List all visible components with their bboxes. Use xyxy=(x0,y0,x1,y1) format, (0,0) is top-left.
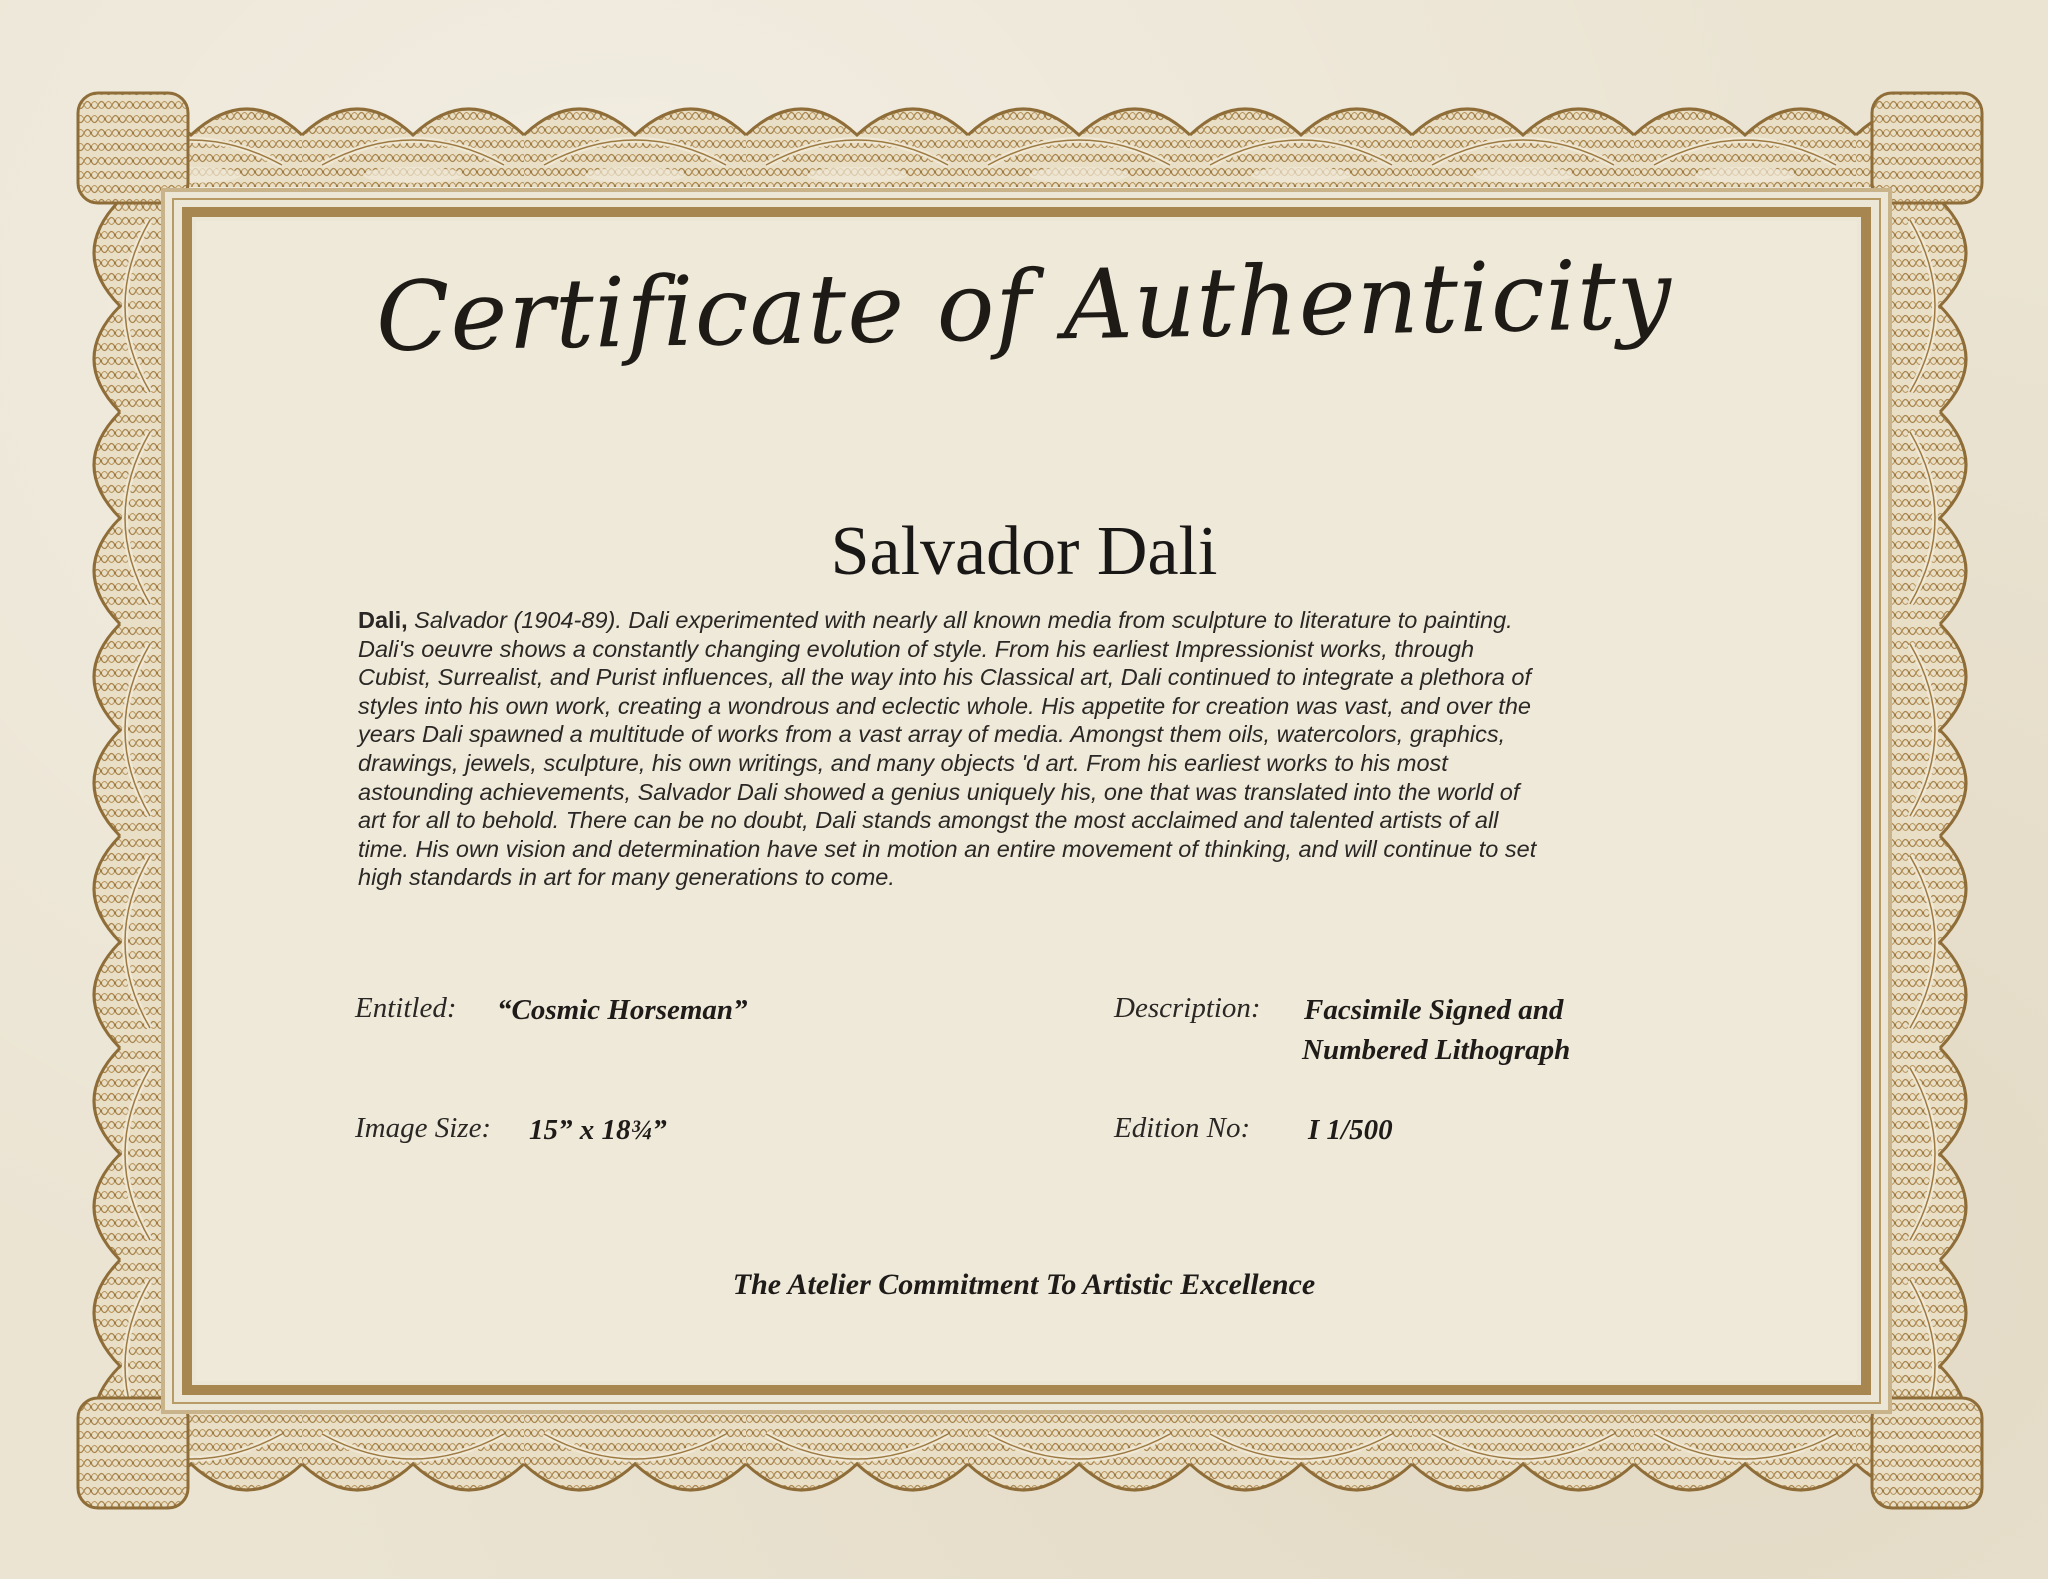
artist-name: Salvador Dali xyxy=(830,513,1218,590)
description-value-line1: Facsimile Signed and xyxy=(1304,994,1564,1026)
artist-biography xyxy=(358,606,1688,892)
bio-line: astounding achievements, Salvador Dali showed a genius uniquely his, one that was translated into the world of xyxy=(358,778,1520,805)
bio-line xyxy=(358,606,1688,635)
atelier-commitment-footer: The Atelier Commitment To Artistic Excellence xyxy=(732,1268,1316,1301)
entitled-label: Entitled: xyxy=(355,992,457,1024)
bio-line: years Dali spawned a multitude of works from a vast array of media. Amongst them oils, watercolors, graphics, xyxy=(358,721,1506,748)
bio-line: Dali's oeuvre shows a constantly changing evolution of style. From his earliest Impressionist works, through xyxy=(358,635,1475,662)
image-size-label: Image Size: xyxy=(355,1112,492,1144)
certificate-title: Certificate of Authenticity xyxy=(375,238,1673,374)
image-size-value: 15” x 18¾” xyxy=(529,1114,667,1146)
bio-line-text: Salvador (1904-89). Dali experimented with nearly all known media from sculpture to literature to painting. xyxy=(407,607,1513,633)
description-value-line2: Numbered Lithograph xyxy=(1302,1034,1571,1066)
bio-line: Cubist, Surrealist, and Purist influences, all the way into his Classical art, Dali continued to integrate a plethora of xyxy=(358,664,1531,691)
bio-lead: Dali, xyxy=(358,607,408,633)
edition-value: I 1/500 xyxy=(1308,1114,1393,1146)
bio-line: time. His own vision and determination have set in motion an entire movement of thinking, and will continue to set xyxy=(358,835,1537,862)
edition-label: Edition No: xyxy=(1114,1112,1251,1144)
bio-line: high standards in art for many generations to come. xyxy=(358,864,895,891)
entitled-value: “Cosmic Horseman” xyxy=(497,994,748,1026)
description-label: Description: xyxy=(1114,992,1261,1024)
bio-line: styles into his own work, creating a wondrous and eclectic whole. His appetite for creation was vast, and over the xyxy=(358,692,1531,719)
bio-line: art for all to behold. There can be no doubt, Dali stands amongst the most acclaimed and talented artists of all xyxy=(358,807,1499,834)
bio-line: drawings, jewels, sculpture, his own writings, and many objects 'd art. From his earliest works to his most xyxy=(358,749,1448,776)
